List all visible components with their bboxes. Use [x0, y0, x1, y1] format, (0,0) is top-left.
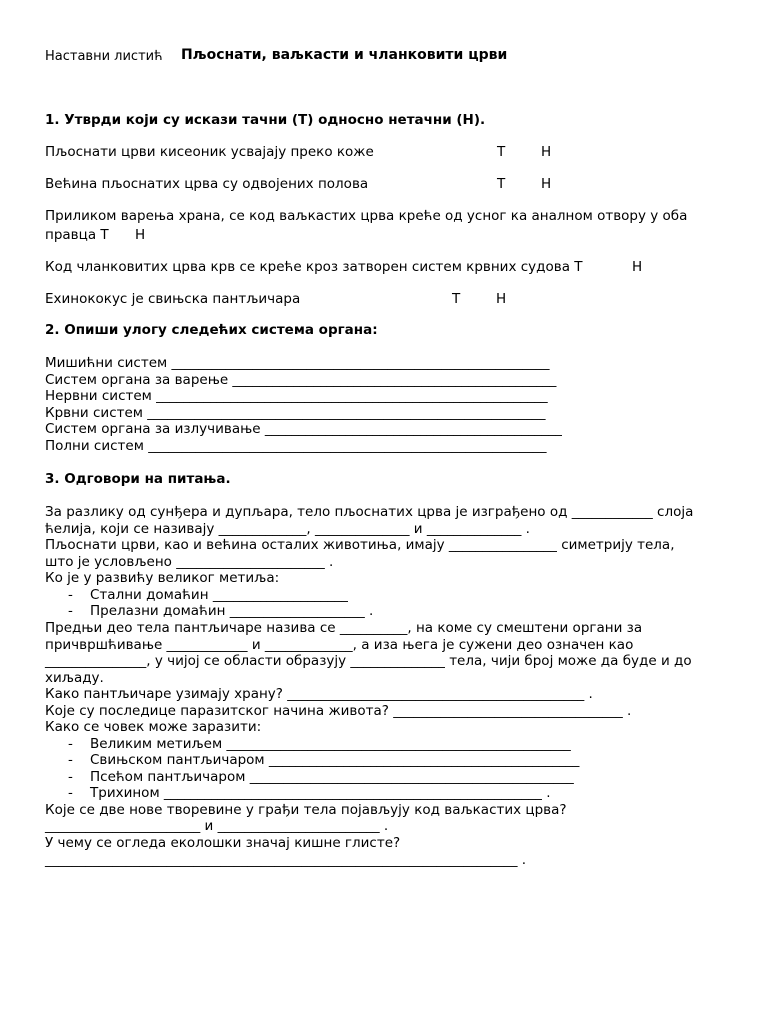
statement-5-false: Н: [496, 291, 507, 307]
q-line-2: ћелија, који се називају _____________, ______________ и ______________ .: [45, 521, 530, 537]
bullet-dash: -: [68, 769, 73, 785]
q-line-13: Које се две нове творевине у грађи тела појављују код ваљкастих црва?: [45, 802, 567, 818]
q-line-9: хиљаду.: [45, 670, 104, 686]
statement-1-text: Пљоснати црви кисеоник усвајају преко коже: [45, 144, 374, 160]
host-line-2: Прелазни домаћин ____________________ .: [90, 603, 374, 619]
statement-4-false: Н: [632, 259, 643, 275]
q-line-15: У чему се огледа еколошки значај кишне глисте?: [45, 835, 401, 851]
page-title: Пљоснати, ваљкасти и чланковити црви: [181, 47, 508, 63]
organ-line-6: Полни систем ___________________________________________________________: [45, 438, 547, 454]
statement-2-true: Т: [497, 176, 506, 192]
q-line-8: _______________, у чијој се области образују ______________ тела, чији број може да буде и до: [45, 653, 692, 669]
infection-line-4: Трихином ________________________________________________________ .: [90, 785, 551, 801]
q-line-1: За разлику од сунђера и дупљара, тело пљоснатих црва је изграђено од ____________ слоја: [45, 504, 694, 520]
statement-2-false: Н: [541, 176, 552, 192]
bullet-dash: -: [68, 587, 73, 603]
section1-heading: 1. Утврди који су искази тачни (Т) односно нетачни (Н).: [45, 112, 486, 128]
q-line-12: Како се човек може заразити:: [45, 719, 262, 735]
infection-line-3: Псећом пантљичаром ________________________________________________: [90, 769, 574, 785]
bullet-dash: -: [68, 785, 73, 801]
statement-2-text: Већина пљоснатих црва су одвојених полова: [45, 176, 369, 192]
statement-3-text-cont: правца Т: [45, 227, 109, 243]
organ-line-4: Крвни систем ___________________________________________________________: [45, 405, 546, 421]
bullet-dash: -: [68, 736, 73, 752]
header-prefix: Наставни листић: [45, 49, 163, 64]
organ-line-3: Нервни систем __________________________________________________________: [45, 388, 548, 404]
host-line-1: Стални домаћин ____________________: [90, 587, 348, 603]
q-line-16: ______________________________________________________________________ .: [45, 852, 527, 868]
bullet-dash: -: [68, 752, 73, 768]
section2-heading: 2. Опиши улогу следећих система органа:: [45, 322, 378, 338]
organ-line-5: Систем органа за излучивање ____________________________________________: [45, 421, 562, 437]
organ-line-2: Систем органа за варење ________________________________________________: [45, 372, 557, 388]
q-line-7: причвршћивање ____________ и _____________, а иза њега је сужени део означен као: [45, 637, 634, 653]
statement-4-text: Код чланковитих црва крв се креће кроз затворен систем крвних судова Т: [45, 259, 583, 275]
organ-line-1: Мишићни систем ________________________________________________________: [45, 355, 550, 371]
statement-5-true: Т: [452, 291, 461, 307]
statement-5-text: Ехинококус је свињска пантљичара: [45, 291, 301, 307]
q-line-14: _______________________ и ________________________ .: [45, 818, 389, 834]
bullet-dash: -: [68, 603, 73, 619]
q-line-4: што је условљено ______________________ .: [45, 554, 334, 570]
q-line-11: Које су последице паразитског начина живота? __________________________________ .: [45, 703, 632, 719]
q-line-5: Ко је у развићу великог метиља:: [45, 570, 280, 586]
section3-heading: 3. Одговори на питања.: [45, 471, 231, 487]
infection-line-2: Свињском пантљичаром ______________________________________________: [90, 752, 580, 768]
q-line-10: Како пантљичаре узимају храну? ____________________________________________ .: [45, 686, 593, 702]
statement-3-text: Приликом варења храна, се код ваљкастих црва креће од усног ка аналном отвору у оба: [45, 208, 688, 224]
q-line-3: Пљоснати црви, као и већина осталих животиња, имају ________________ симетрију тела,: [45, 537, 675, 553]
statement-1-false: Н: [541, 144, 552, 160]
statement-1-true: Т: [497, 144, 506, 160]
infection-line-1: Великим метиљем ___________________________________________________: [90, 736, 571, 752]
statement-3-false: Н: [135, 227, 146, 243]
q-line-6: Предњи део тела пантљичаре назива се __________, на коме су смештени органи за: [45, 620, 643, 636]
